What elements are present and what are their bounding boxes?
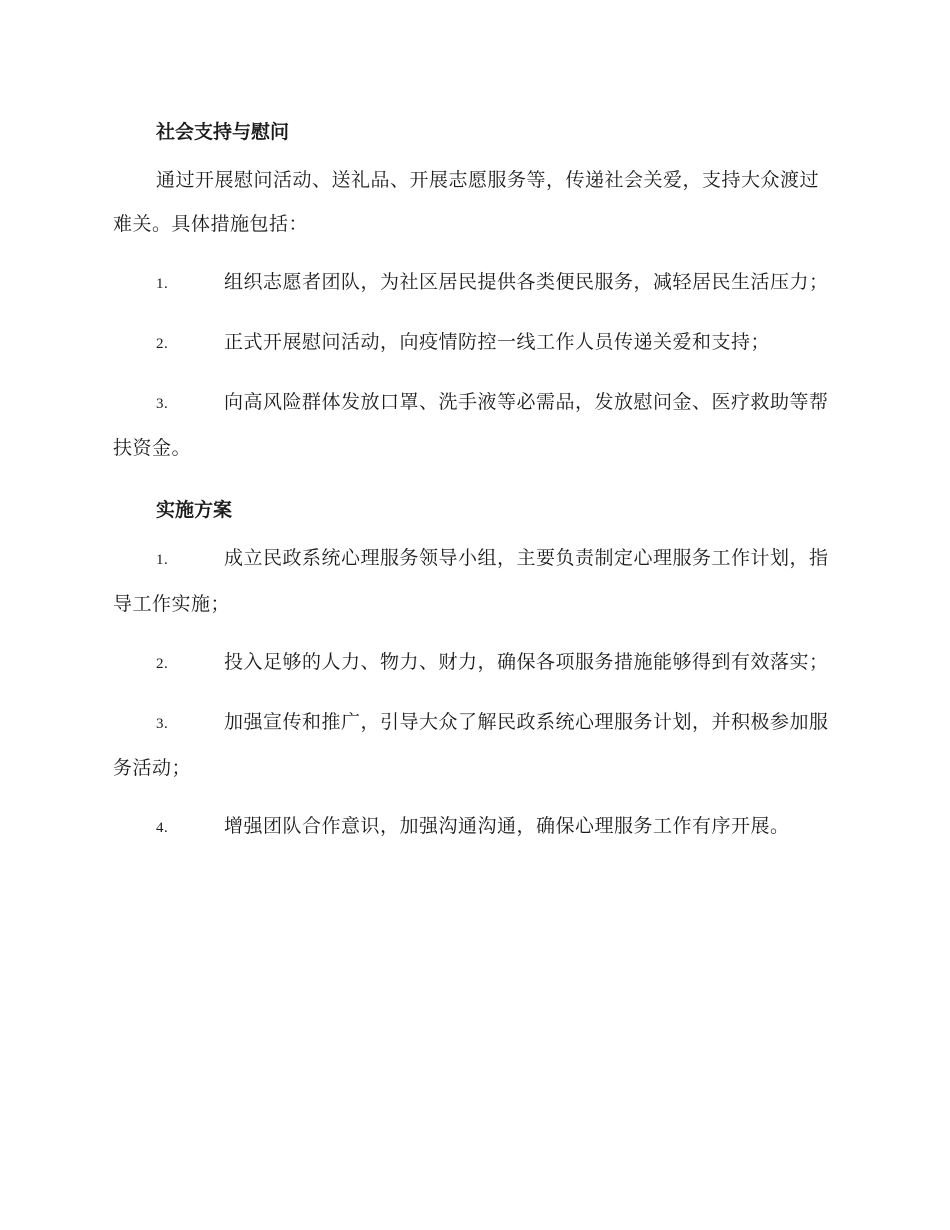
section-implementation bbox=[113, 484, 835, 850]
list-item bbox=[113, 380, 835, 470]
list-text: 投入足够的人力、物力、财力，确保各项服务措施能够得到有效落实； bbox=[224, 651, 829, 673]
list-number: 4. bbox=[156, 820, 169, 836]
list-text: 增强团队合作意识，加强沟通沟通，确保心理服务工作有序开展。 bbox=[224, 815, 790, 837]
document-page bbox=[113, 104, 835, 864]
list-item bbox=[113, 804, 835, 850]
list-item bbox=[113, 320, 835, 366]
list-number: 1. bbox=[156, 552, 169, 568]
list-item bbox=[113, 640, 835, 686]
list-number: 3. bbox=[156, 396, 169, 412]
list-text: 正式开展慰问活动，向疫情防控一线工作人员传递关爱和支持； bbox=[224, 331, 771, 353]
list-item bbox=[113, 536, 835, 626]
list-number: 1. bbox=[156, 276, 169, 292]
section-social-support bbox=[113, 106, 835, 470]
section-heading: 社会支持与慰问 bbox=[156, 121, 290, 143]
list-number: 2. bbox=[156, 336, 169, 352]
list-number: 3. bbox=[156, 716, 169, 732]
list-text: 组织志愿者团队，为社区居民提供各类便民服务，减轻居民生活压力； bbox=[224, 271, 829, 293]
section-heading: 实施方案 bbox=[156, 499, 233, 521]
list-text: 成立民政系统心理服务领导小组，主要负责制定心理服务工作计划，指导工作实施； bbox=[113, 547, 829, 615]
list-item bbox=[113, 700, 835, 790]
list-number: 2. bbox=[156, 656, 169, 672]
list-text: 加强宣传和推广，引导大众了解民政系统心理服务计划，并积极参加服务活动； bbox=[113, 711, 829, 779]
section-intro: 通过开展慰问活动、送礼品、开展志愿服务等，传递社会关爱，支持大众渡过难关。具体措施包括： bbox=[113, 169, 820, 235]
list-item bbox=[113, 260, 835, 306]
list-text: 向高风险群体发放口罩、洗手液等必需品，发放慰问金、医疗救助等帮扶资金。 bbox=[113, 391, 829, 459]
